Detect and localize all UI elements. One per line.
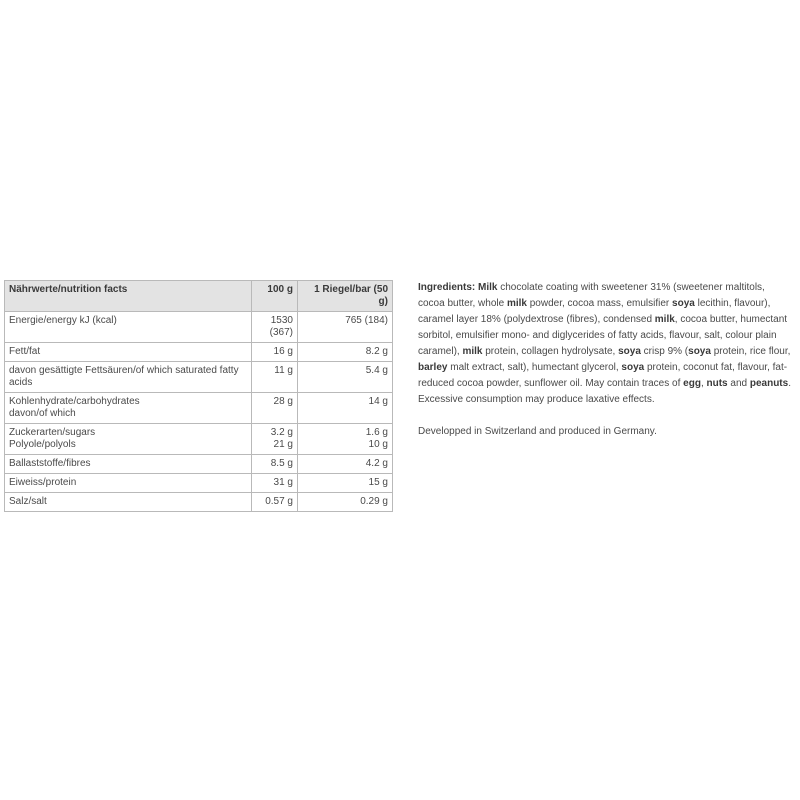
row-label-polyols: Polyole/polyols [9,439,76,450]
table-row-fibres [5,455,393,474]
row-label [5,424,252,455]
header-per-100g: 100 g [252,281,298,312]
ingredient-text: . Excessive consumption may produce laxative effects. [418,378,791,405]
sugars-value-100g: 3.2 g [270,427,293,438]
row-value-100g: 0.57 g [252,493,298,512]
ingredient-allergen: soya [618,346,641,357]
ingredients-block [418,280,794,440]
row-value-bar: 8.2 g [298,343,393,362]
table-header-row [5,281,393,312]
row-label-sugars: Zuckerarten/sugars [9,427,96,438]
table-row-salt [5,493,393,512]
row-value-100g: 16 g [252,343,298,362]
ingredient-allergen: milk [654,314,675,325]
ingredient-text: , cocoa butter, humectant sorbitol, emulsifier mono- and diglycerides of fatty acids, flavour, salt, colour plain caramel), [418,314,788,357]
ingredient-allergen: Milk [478,282,498,293]
table-row-carbohydrates [5,393,393,424]
row-label: Fett/fat [5,343,252,362]
row-label-main: Kohlenhydrate/carbohydrates [9,396,140,407]
ingredient-text: lecithin, flavour), caramel layer 18% (polydextrose (fibres), condensed [418,298,771,325]
row-label: Eiweiss/protein [5,474,252,493]
ingredient-allergen: nuts [706,378,728,389]
row-value-100g: 28 g [252,393,298,424]
origin-statement: Developped in Switzerland and produced in Germany. [418,426,657,437]
ingredients-label: Ingredients: [418,282,476,293]
ingredient-allergen: barley [418,362,448,373]
header-nutrition-facts: Nährwerte/nutrition facts [5,281,252,312]
row-label [5,393,252,424]
ingredient-text: chocolate coating with sweetener 31% (sweetener maltitols, cocoa butter, whole [418,282,765,309]
polyols-value-100g: 21 g [273,439,293,450]
row-value-100g [252,424,298,455]
table-row-sugars-polyols [5,424,393,455]
row-value-bar: 14 g [298,393,393,424]
ingredient-text: protein, rice flour, [710,346,791,357]
row-value-bar [298,424,393,455]
row-value-bar: 5.4 g [298,362,393,393]
nutrition-table [4,280,393,512]
ingredient-allergen: milk [506,298,527,309]
ingredients-text [418,280,794,408]
ingredient-text: protein, coconut fat, flavour, fat-reduced cocoa powder, sunflower oil. May contain traces of [418,362,788,389]
row-value-bar: 4.2 g [298,455,393,474]
polyols-value-bar: 10 g [368,439,388,450]
row-label: Energie/energy kJ (kcal) [5,312,252,343]
ingredient-allergen: milk [462,346,483,357]
ingredient-text: malt extract, salt), humectant glycerol, [447,362,622,373]
table-row-fat [5,343,393,362]
row-value-bar: 0.29 g [298,493,393,512]
table-row-saturated-fat [5,362,393,393]
ingredient-text: crisp 9% ( [640,346,689,357]
row-value-bar: 765 (184) [298,312,393,343]
row-value-100g: 31 g [252,474,298,493]
ingredient-allergen: soya [672,298,695,309]
row-label: davon gesättigte Fettsäuren/of which saturated fatty acids [5,362,252,393]
table-row-energy [5,312,393,343]
ingredient-text: , [700,378,707,389]
ingredient-allergen: soya [621,362,645,373]
table-row-protein [5,474,393,493]
row-value-100g: 11 g [252,362,298,393]
ingredients-list [418,282,791,405]
row-label-sub: davon/of which [9,408,76,419]
ingredient-text: powder, cocoa mass, emulsifier [526,298,673,309]
row-label: Ballaststoffe/fibres [5,455,252,474]
sugars-value-bar: 1.6 g [365,427,388,438]
ingredient-allergen: soya [688,346,711,357]
ingredient-text: protein, collagen hydrolysate, [482,346,619,357]
ingredient-text: and [727,378,750,389]
ingredient-allergen: peanuts [749,378,789,389]
header-per-bar: 1 Riegel/bar (50 g) [298,281,393,312]
row-label: Salz/salt [5,493,252,512]
ingredient-allergen: egg [683,378,701,389]
row-value-bar: 15 g [298,474,393,493]
row-value-100g: 8.5 g [252,455,298,474]
row-value-100g: 1530 (367) [252,312,298,343]
